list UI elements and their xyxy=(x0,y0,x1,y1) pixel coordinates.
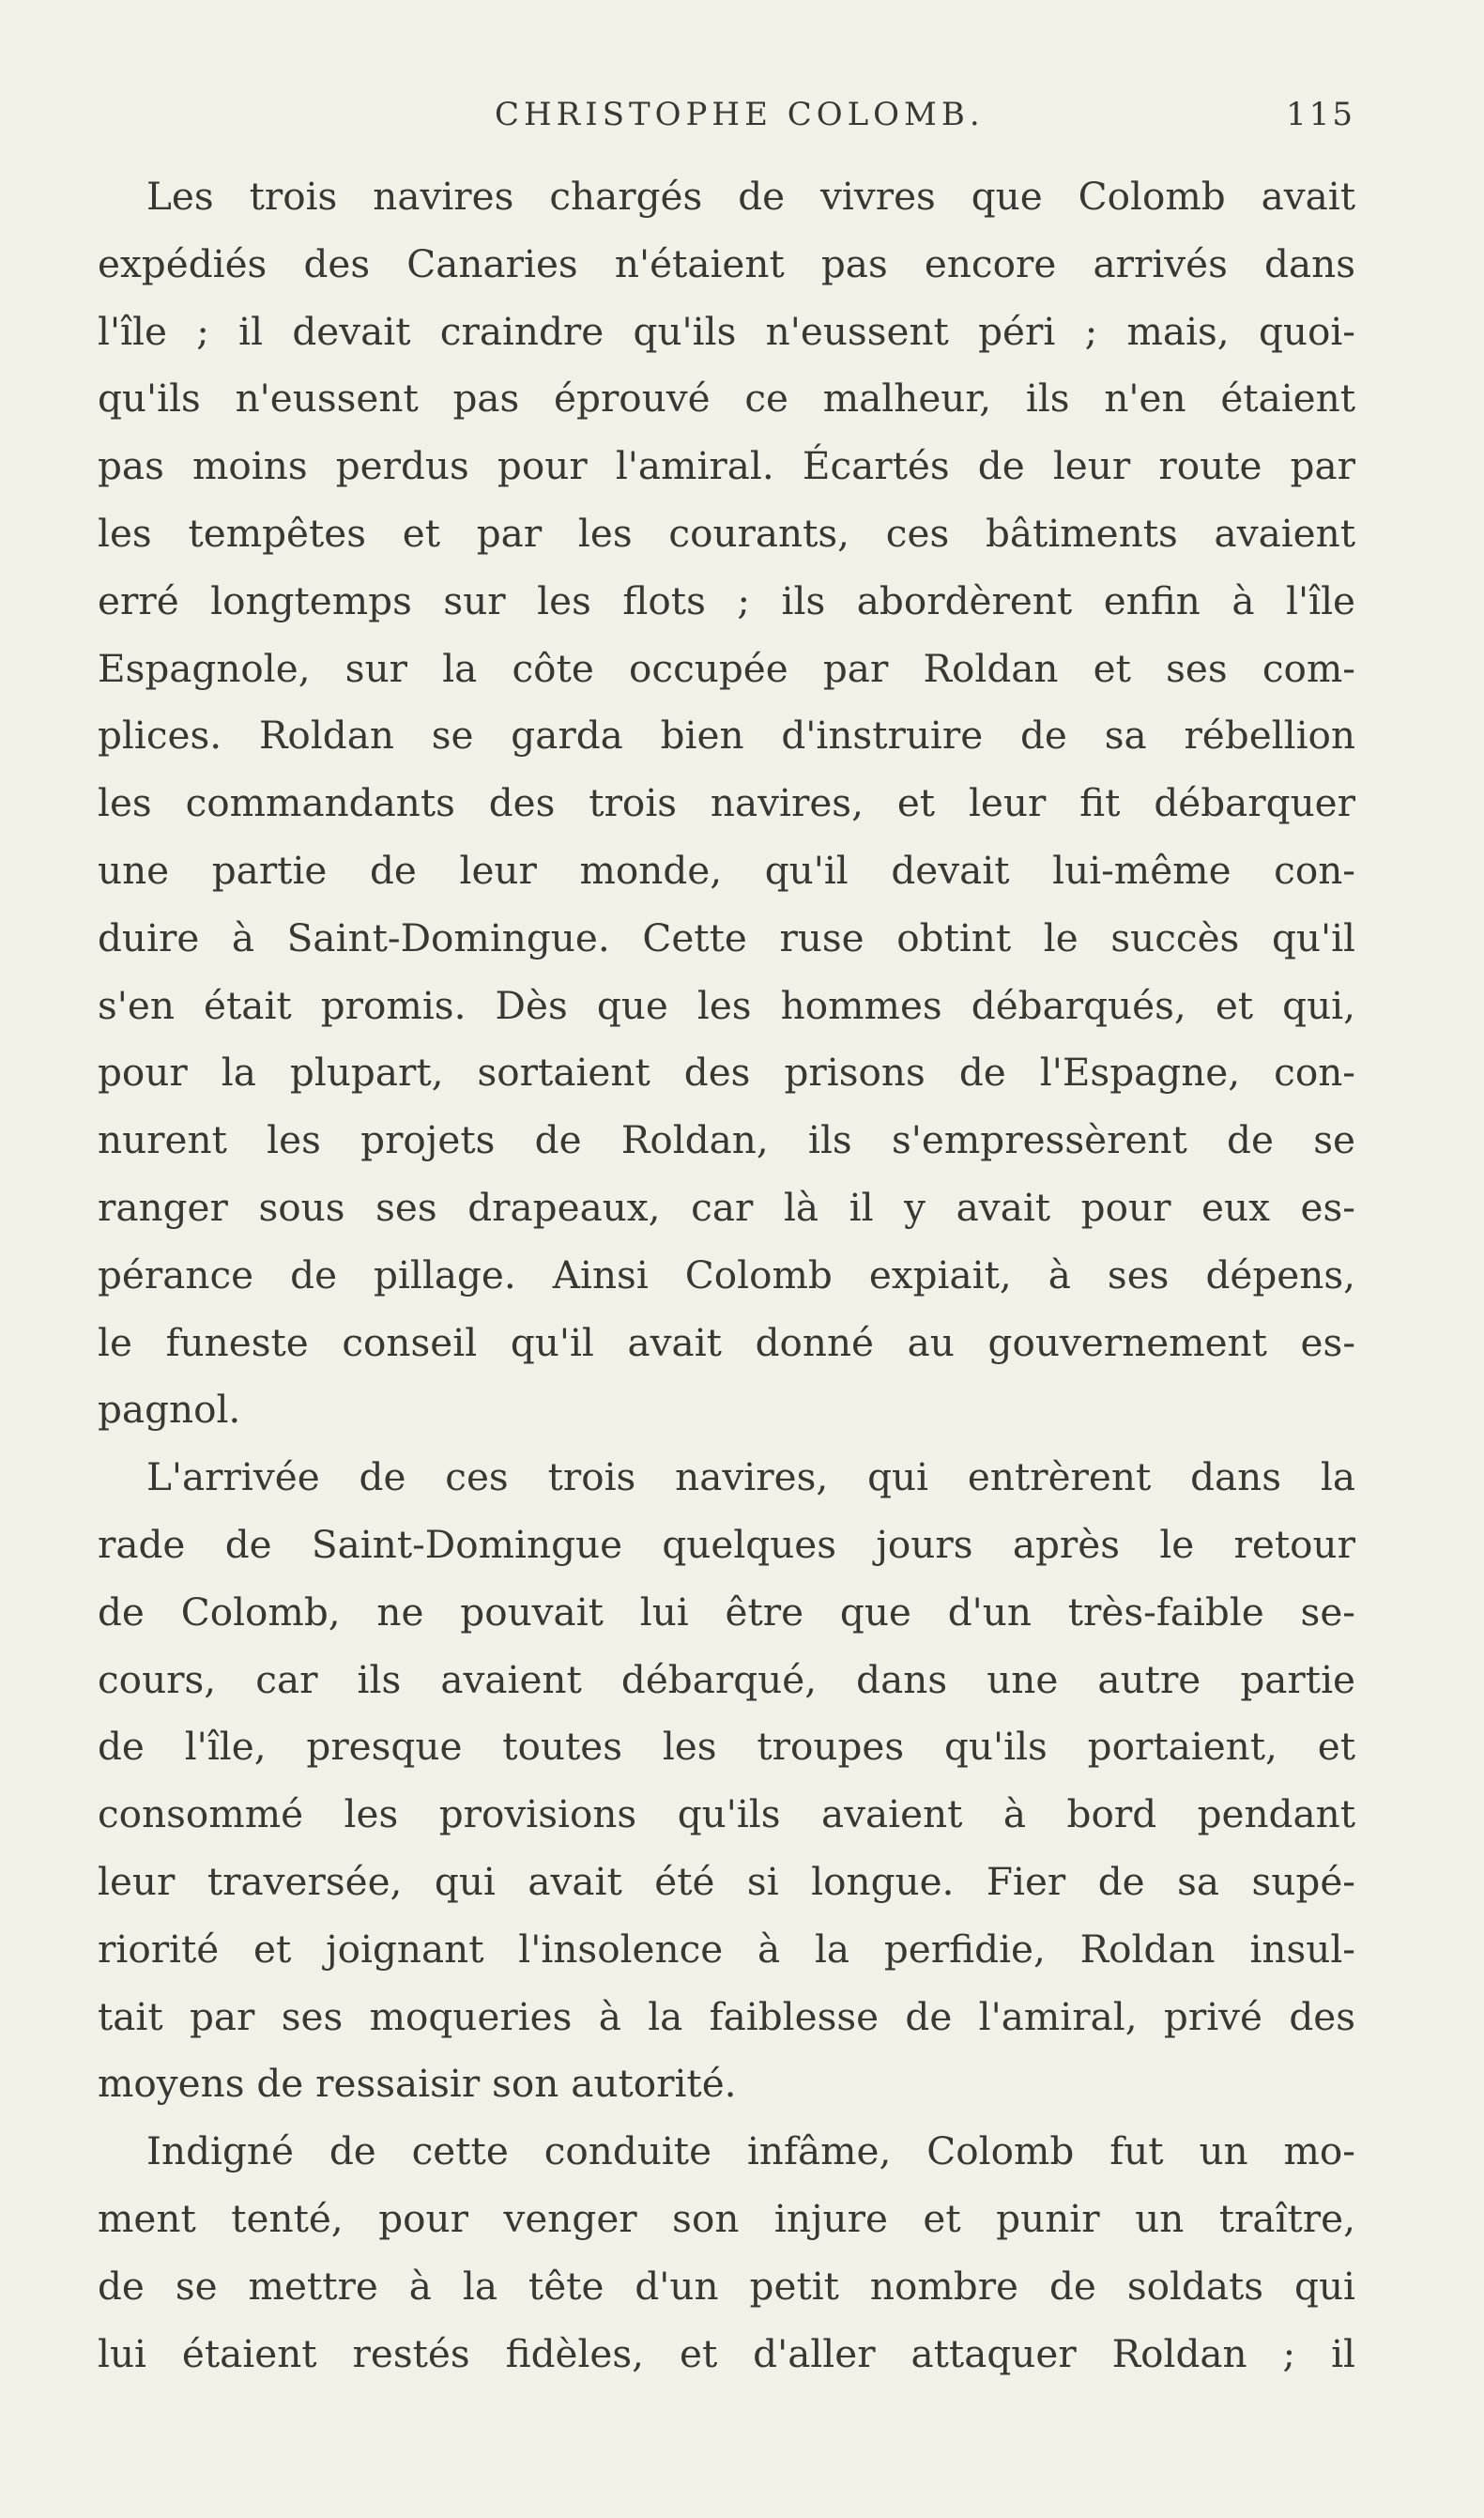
paragraph-1 xyxy=(98,163,1355,1444)
text-line: leur traversée, qui avait été si longue. Fier de sa supé- xyxy=(98,1858,1355,1904)
text-line: plices. Roldan se garda bien d'instruire de sa rébellion xyxy=(98,713,1355,759)
text-line: qu'ils n'eussent pas éprouvé ce malheur, ils n'en étaient xyxy=(98,376,1355,422)
text-line: de Colomb, ne pouvait lui être que d'un très-faible se- xyxy=(98,1589,1355,1635)
paragraph-2 xyxy=(98,1444,1355,2118)
text-line: rade de Saint-Domingue quelques jours après le retour xyxy=(98,1521,1355,1567)
text-line: pérance de pillage. Ainsi Colomb expiait, à ses dépens, xyxy=(98,1251,1355,1297)
text-line: pour la plupart, sortaient des prisons de l'Espagne, con- xyxy=(98,1050,1355,1096)
text-line: ranger sous ses drapeaux, car là il y avait pour eux es- xyxy=(98,1184,1355,1230)
text-line: riorité et joignant l'insolence à la perfidie, Roldan insul- xyxy=(98,1926,1355,1972)
text-line: consommé les provisions qu'ils avaient à bord pendant xyxy=(98,1791,1355,1837)
text-line: les commandants des trois navires, et leur fit débarquer xyxy=(98,780,1355,826)
text-line: Indigné de cette conduite infâme, Colomb fut un mo- xyxy=(146,2128,1355,2174)
text-line: lui étaient restés fidèles, et d'aller attaquer Roldan ; il xyxy=(98,2330,1355,2376)
text-line: L'arrivée de ces trois navires, qui entrèrent dans la xyxy=(146,1454,1355,1500)
running-title: CHRISTOPHE COLOMB. xyxy=(495,96,985,133)
text-line: tait par ses moqueries à la faiblesse de l'amiral, privé des xyxy=(98,1993,1355,2039)
body-text xyxy=(98,163,1355,2387)
text-line: le funeste conseil qu'il avait donné au gouvernement es- xyxy=(98,1319,1355,1365)
text-line: une partie de leur monde, qu'il devait lui-même con- xyxy=(98,847,1355,893)
text-line: pas moins perdus pour l'amiral. Écartés de leur route par xyxy=(98,443,1355,489)
text-line: de l'île, presque toutes les troupes qu'ils portaient, et xyxy=(98,1724,1355,1770)
text-line: de se mettre à la tête d'un petit nombre de soldats qui xyxy=(98,2263,1355,2309)
text-line: erré longtemps sur les flots ; ils abordèrent enfin à l'île xyxy=(98,577,1355,623)
text-line: Les trois navires chargés de vivres que Colomb avait xyxy=(146,174,1355,219)
running-header xyxy=(98,96,1355,143)
paragraph-3 xyxy=(98,2118,1355,2387)
text-line: expédiés des Canaries n'étaient pas encore arrivés dans xyxy=(98,240,1355,286)
text-line: ment tenté, pour venger son injure et punir un traître, xyxy=(98,2195,1355,2241)
text-line: l'île ; il devait craindre qu'ils n'eussent péri ; mais, quoi- xyxy=(98,308,1355,354)
text-line: les tempêtes et par les courants, ces bâtiments avaient xyxy=(98,510,1355,556)
text-line: pagnol. xyxy=(98,1387,241,1433)
text-line: s'en était promis. Dès que les hommes débarqués, et qui, xyxy=(98,982,1355,1028)
page-number: 115 xyxy=(1286,96,1355,133)
text-line: Espagnole, sur la côte occupée par Roldan et ses com- xyxy=(98,645,1355,691)
text-line: duire à Saint-Domingue. Cette ruse obtint le succès qu'il xyxy=(98,914,1355,960)
text-line: cours, car ils avaient débarqué, dans une autre partie xyxy=(98,1656,1355,1702)
text-line: nurent les projets de Roldan, ils s'empressèrent de se xyxy=(98,1117,1355,1163)
text-line: moyens de ressaisir son autorité. xyxy=(98,2061,737,2107)
